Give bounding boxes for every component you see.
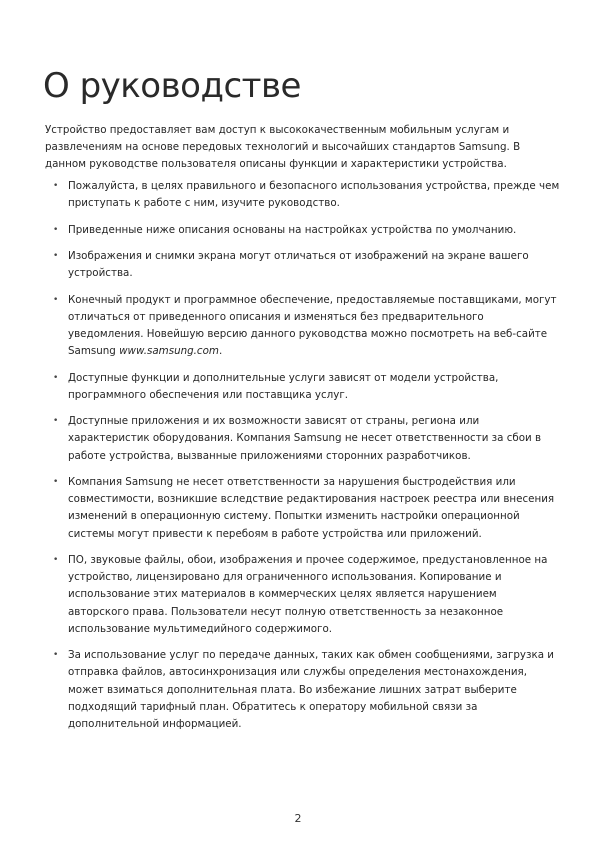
list-item-text: Компания Samsung не несет ответственности за нарушения быстродействия или совместимости, возникшие вследствие редактирования настроек реестра или внесения изменений в операционную систему. Попытки изменить настройки операционной системы могут привести к перебоям в работе устройства или приложений. xyxy=(68,475,555,540)
list-item xyxy=(45,292,560,361)
list-item-text: Доступные приложения и их возможности зависят от страны, региона или характеристик оборудования. Компания Samsung не несет ответственности за сбои в работе устройства, вызванные приложениями сторонних разработчиков. xyxy=(68,415,542,462)
bullet-icon: • xyxy=(53,476,59,487)
list-item xyxy=(45,413,560,465)
list-item-text: За использование услуг по передаче данных, таких как обмен сообщениями, загрузка и отправка файлов, автосинхронизация или службы определения местонахождения, может взиматься дополнительная плата. Во избежание лишних затрат выберите подходящий тарифный план. Обратитесь к оператору мобильной связи за дополнительной информацией. xyxy=(68,649,554,730)
list-item-text: Приведенные ниже описания основаны на настройках устройства по умолчанию. xyxy=(68,223,517,236)
list-item xyxy=(45,552,560,638)
list-item-tail: . xyxy=(218,345,223,358)
list-item-text: Изображения и снимки экрана могут отличаться от изображений на экране вашего устройства. xyxy=(68,249,529,280)
samsung-website-link[interactable]: www.samsung.com xyxy=(119,345,219,358)
list-item-text: Конечный продукт и программное обеспечение, предоставляемые поставщиками, могут отличаться от приведенного описания и изменяться без предварительного уведомления. Новейшую версию данного руководства можно посмотреть на веб-сайте Samsung xyxy=(68,293,557,358)
bullet-list xyxy=(45,178,560,742)
bullet-icon: • xyxy=(53,181,59,191)
list-item xyxy=(45,647,560,733)
bullet-icon: • xyxy=(53,650,59,661)
list-item xyxy=(45,474,560,543)
bullet-icon: • xyxy=(53,250,59,261)
list-item xyxy=(45,178,560,212)
bullet-icon: • xyxy=(53,416,59,427)
page-title: О руководстве xyxy=(43,66,301,106)
intro-paragraph: Устройство предоставляет вам доступ к высококачественным мобильным услугам и развлечениям на основе передовых технологий и высочайших стандартов Samsung. В данном руководстве пользователя описаны функции и характеристики устройства. xyxy=(45,124,521,171)
list-item-text: ПО, звуковые файлы, обои, изображения и прочее содержимое, предустановленное на устройство, лицензировано для ограниченного использования. Копирование и использование этих материалов в коммерческих целях является нарушением авторского права. Пользователи несут полную ответственность за незаконное использование мультимедийного содержимого. xyxy=(68,553,548,635)
list-item xyxy=(45,370,560,404)
page-number: 2 xyxy=(294,812,302,825)
bullet-icon: • xyxy=(53,372,59,383)
list-item xyxy=(45,222,560,239)
list-item xyxy=(45,248,560,282)
bullet-icon: • xyxy=(53,294,59,305)
list-item-text: Пожалуйста, в целях правильного и безопасного использования устройства, прежде чем приступать к работе с ним, изучите руководство. xyxy=(68,180,560,210)
list-item-text: Доступные функции и дополнительные услуги зависят от модели устройства, программного обеспечения или поставщика услуг. xyxy=(68,371,499,401)
bullet-icon: • xyxy=(53,224,59,235)
bullet-icon: • xyxy=(53,554,59,565)
